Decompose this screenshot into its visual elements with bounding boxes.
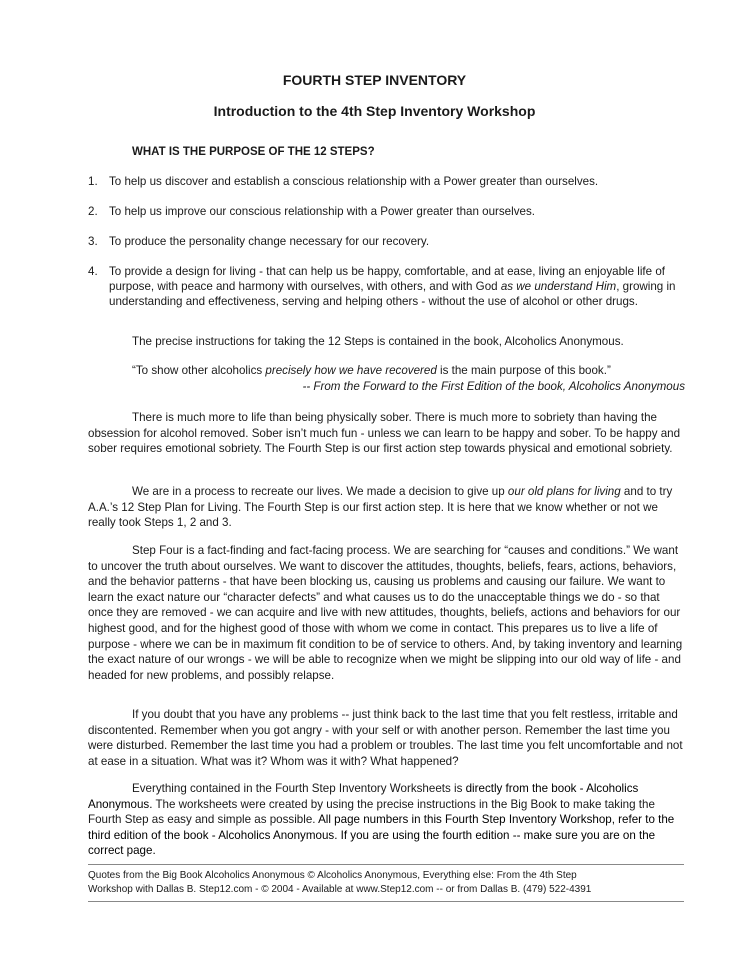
paragraph-part: Everything contained in the Fourth Step Inventory Worksheets is xyxy=(132,782,466,795)
list-item-emphasis: as we understand Him xyxy=(500,280,617,293)
footer-line: Quotes from the Big Book Alcoholics Anonymous © Alcoholics Anonymous, Everything else: From the 4th Step xyxy=(88,870,577,881)
list-item xyxy=(88,264,688,309)
quote-text xyxy=(132,363,685,379)
page-title: FOURTH STEP INVENTORY xyxy=(282,72,467,88)
list-item-text: To help us discover and establish a conscious relationship with a Power greater than ourselves. xyxy=(109,175,599,188)
list-item-number: 3. xyxy=(88,235,98,248)
quote-attribution: -- From the Forward to the First Edition of the book, Alcoholics Anonymous xyxy=(302,379,685,393)
footer-top-divider xyxy=(88,864,684,865)
quote-emphasis: precisely how we have recovered xyxy=(265,364,437,377)
paragraph-part: and to try A.A.’s 12 Step Plan for Living. The Fourth Step is our first action step. It is here that we know whether or not we really took Steps 1, 2 and 3. xyxy=(88,485,673,530)
paragraph-emphasis: our old plans for living xyxy=(507,485,621,498)
paragraph-highlight: directly from the book - Alcoholics Anonymous. xyxy=(88,782,639,811)
list-item-number: 1. xyxy=(88,175,98,188)
list-item-number: 4. xyxy=(88,265,98,278)
list-item-text: To help us improve our conscious relationship with a Power greater than ourselves. xyxy=(109,205,535,218)
paragraph-step-four: Step Four is a fact-finding and fact-facing process. We are searching for “causes and conditions.” We want to uncover the truth about ourselves. We want to discover the attitudes, thoughts, beliefs, fears, actions, behaviors, and the behavior patterns - that have been blocking us, causing us problems and causing our failure. We want to learn the exact nature our “character defects” and what causes us to do the unacceptable things we do - so that once they are removed - we can acquire and live with new attitudes, thoughts, beliefs, actions and behaviors for our highest good, and for the highest good of those with whom we come in contact. This prepares us to live a life of purpose - where we can be in maximum fit condition to be of service to others. And, by taking inventory and learning the exact nature of our wrongs - we will be able to recognize when we might be slipping into our old way of life - and headed for new problems, and possibly relapse. xyxy=(88,544,683,682)
footer-line: Workshop with Dallas B. Step12.com - © 2004 - Available at www.Step12.com -- or from Dallas B. (479) 522-4391 xyxy=(88,884,592,895)
list-item-text-part: , growing in understanding and effectiveness, serving and helping others - without the use of alcohol or other drugs. xyxy=(109,280,676,308)
paragraph-process xyxy=(88,484,686,531)
list-item xyxy=(88,234,688,249)
quote-part: is the main purpose of this book.” xyxy=(436,364,611,377)
paragraph-part: We are in a process to recreate our lives. We made a decision to give up xyxy=(132,485,508,498)
paragraph-part: The worksheets were created by using the precise instructions in the Big Book to make taking the Fourth Step as easy and simple as possible. xyxy=(88,797,655,827)
list-item-number: 2. xyxy=(88,205,98,218)
list-item xyxy=(88,174,688,189)
list-item xyxy=(88,204,688,219)
page-subtitle: Introduction to the 4th Step Inventory Workshop xyxy=(213,103,536,119)
paragraph-worksheets xyxy=(88,781,686,859)
footer-bottom-divider xyxy=(88,901,684,902)
section-question: WHAT IS THE PURPOSE OF THE 12 STEPS? xyxy=(132,146,375,158)
instructions-line: The precise instructions for taking the 12 Steps is contained in the book, Alcoholics Anonymous. xyxy=(132,335,624,348)
quote-part: “To show other alcoholics xyxy=(132,364,266,377)
list-item-text: To produce the personality change necessary for our recovery. xyxy=(109,235,430,248)
footer xyxy=(88,869,688,897)
book-quote xyxy=(132,363,685,394)
list-item-text-part: To provide a design for living - that can help us be happy, comfortable, and at ease, living an enjoyable life of purpose, with peace and harmony with ourselves, with others, and with God xyxy=(109,265,665,293)
list-item-text xyxy=(109,264,688,309)
paragraph-doubt: If you doubt that you have any problems -- just think back to the last time that you felt restless, irritable and discontented. Remember when you got angry - with your self or with another person. Remember the last time you were disturbed. Remember the last time you had a problem or troubles. The last time you felt uncomfortable and not at ease in a situation. What was it? Whom was it with? What happened? xyxy=(88,708,683,768)
purpose-list xyxy=(88,174,688,324)
paragraph-highlight: All page numbers in this Fourth Step Inventory Workshop, refer to the third edition of the book - Alcoholics Anonymous. If you are using the fourth edition -- make sure you are on the correct page. xyxy=(88,813,675,858)
paragraph-sobriety: There is much more to life than being physically sober. There is much more to sobriety than having the obsession for alcohol removed. Sober isn’t much fun - unless we can learn to be happy and sober. To be happy and sober requires emotional sobriety. The Fourth Step is our first action step towards physical and emotional sobriety. xyxy=(88,411,681,456)
